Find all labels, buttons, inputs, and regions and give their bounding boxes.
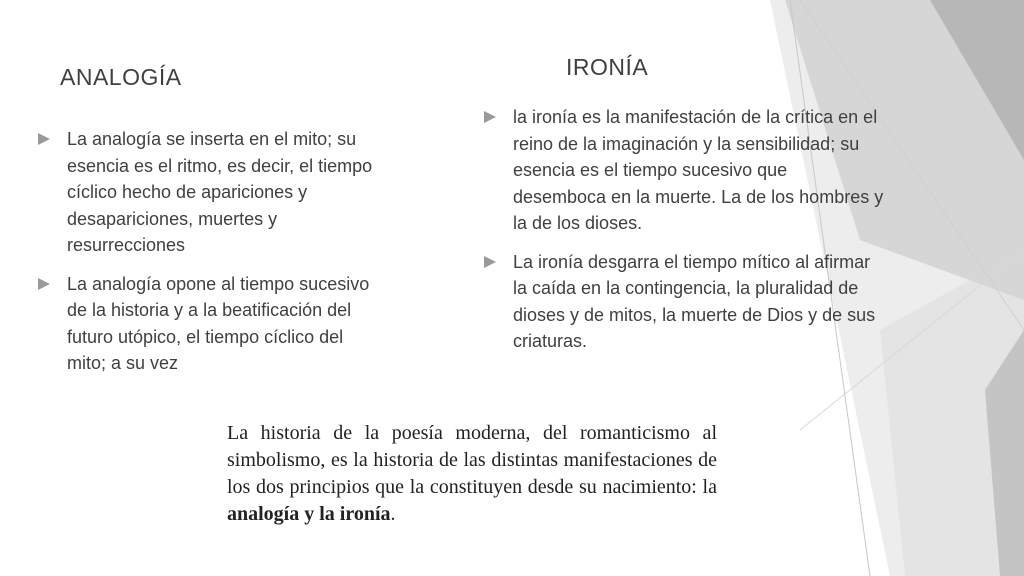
bullet-arrow-icon <box>484 111 496 123</box>
summary-text-end: . <box>390 503 396 525</box>
list-item <box>38 271 378 377</box>
bullet-text: La analogía opone al tiempo sucesivo de la historia y a la beatificación del futuro utópico, el tiempo cíclico del mito; a su vez <box>67 273 370 373</box>
bullet-text: La ironía desgarra el tiempo mítico al afirmar la caída en la contingencia, la pluralidad de dioses y de mitos, la muerte de Dios y de sus criaturas. <box>513 251 876 351</box>
heading-ironia: IRONÍA <box>566 54 649 80</box>
ironia-bullet-list <box>484 104 884 367</box>
bullet-arrow-icon <box>484 256 496 268</box>
summary-bold-terms: analogía y la ironía <box>227 503 391 525</box>
list-item <box>484 104 884 237</box>
analogia-bullet-list <box>38 126 378 389</box>
summary-paragraph <box>227 420 717 528</box>
bullet-arrow-icon <box>38 278 50 290</box>
summary-text-start: La historia de la poesía moderna, del romanticismo al simbolismo, es la historia de las distintas manifestaciones de los dos principios que la constituyen desde su nacimiento: la <box>227 422 717 498</box>
list-item <box>38 126 378 259</box>
list-item <box>484 249 884 355</box>
bullet-text: la ironía es la manifestación de la crítica en el reino de la imaginación y la sensibilidad; su esencia es el tiempo sucesivo que desemboca en la muerte. La de los hombres y la de los dioses. <box>513 107 884 233</box>
heading-analogia: ANALOGÍA <box>60 64 182 90</box>
bullet-arrow-icon <box>38 133 50 145</box>
bullet-text: La analogía se inserta en el mito; su esencia es el ritmo, es decir, el tiempo cíclico hecho de apariciones y desapariciones, muertes y resurrecciones <box>67 129 373 255</box>
